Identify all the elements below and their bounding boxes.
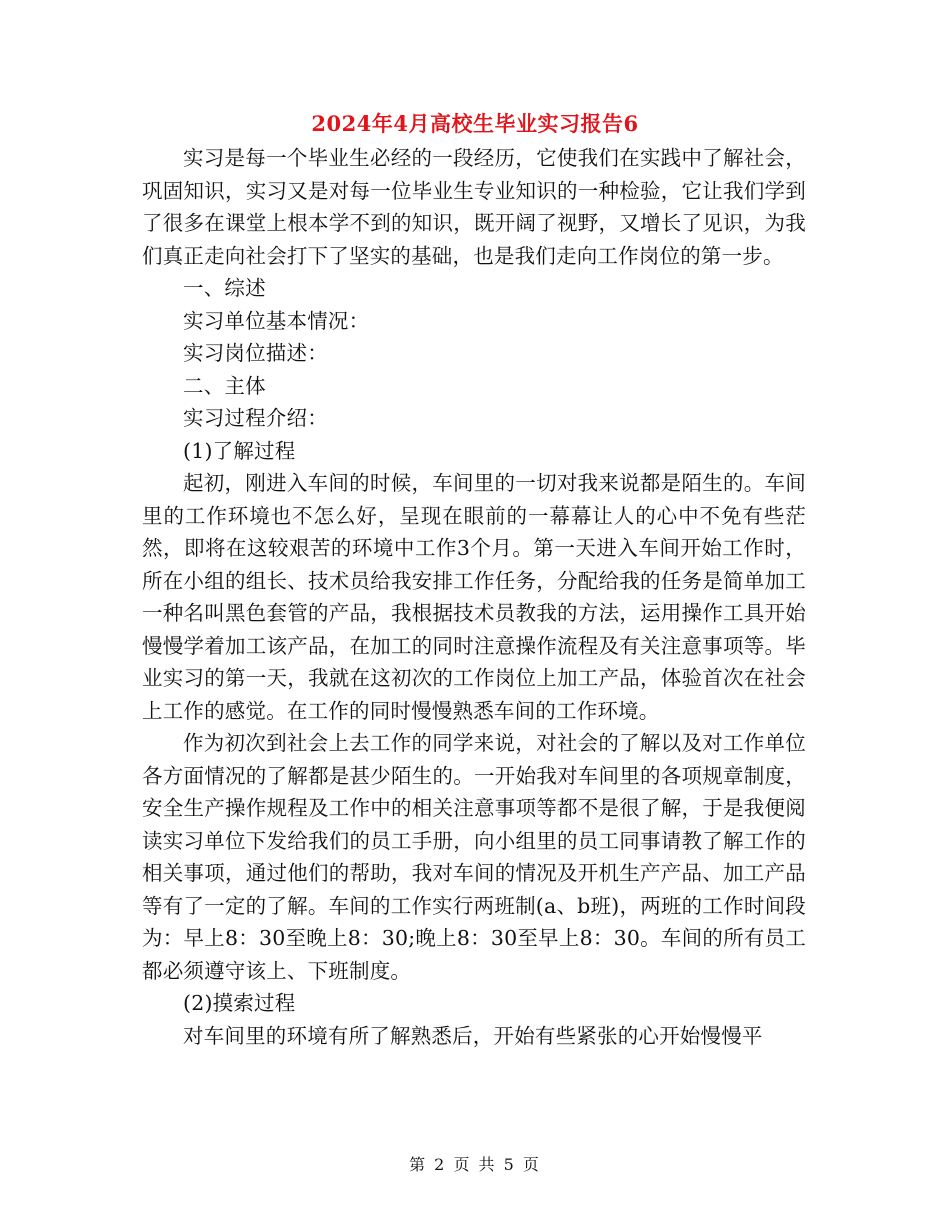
label-unit-info: 实习单位基本情况： (183, 308, 370, 333)
label-process-intro: 实习过程介绍： (183, 406, 328, 430)
subheading-exploring: (2)摸索过程 (183, 991, 296, 1015)
page-title: 2024年4月高校生毕业实习报告6 (311, 111, 639, 136)
paragraph-intro: 实习是每一个毕业生必经的一段经历，它使我们在实践中了解社会，巩固知识，实习又是对每一位毕业生专业知识的一种检验，它让我们学到了很多在课堂上根本学不到的知识，既开阔了视野，又增长了见识，为我们真正走向社会打下了坚实的基础，也是我们走向工作岗位的第一步。 (142, 146, 806, 268)
label-position-desc: 实习岗位描述： (183, 341, 328, 365)
paragraph-society: 作为初次到社会上去工作的同学来说，对社会的了解以及对工作单位各方面情况的了解都是甚少陌生的。一开始我对车间里的各项规章制度，安全生产操作规程及工作中的相关注意事项等都不是很了解，于是我便阅读实习单位下发给我们的员工手册，向小组里的员工同事请教了解工作的相关事项，通过他们的帮助，我对车间的情况及开机生产产品、加工产品等有了一定的了解。车间的工作实行两班制(a、b班)，两班的工作时间段为：早上8：30至晚上8：30;晚上8：30至早上8：30。车间的所有员工都必须遵守该上、下班制度。 (142, 731, 806, 983)
paragraph-understanding: 起初，刚进入车间的时候，车间里的一切对我来说都是陌生的。车间里的工作环境也不怎么好，呈现在眼前的一幕幕让人的心中不免有些茫然，即将在这较艰苦的环境中工作3个月。第一天进入车间开始工作时，所在小组的组长、技术员给我安排工作任务，分配给我的任务是简单加工一种名叫黑色套管的产品，我根据技术员教我的方法，运用操作工具开始慢慢学着加工该产品，在加工的同时注意操作流程及有关注意事项等。毕业实习的第一天，我就在这初次的工作岗位上加工产品，体验首次在社会上工作的感觉。在工作的同时慢慢熟悉车间的工作环境。 (142, 471, 806, 723)
heading-overview: 一、综述 (183, 276, 266, 300)
paragraph-exploring: 对车间里的环境有所了解熟悉后，开始有些紧张的心开始慢慢平 (183, 1023, 763, 1048)
subheading-understanding: (1)了解过程 (183, 438, 296, 463)
page-footer: 第 2 页 共 5 页 (409, 1155, 541, 1174)
document-body (142, 142, 806, 1052)
heading-main: 二、主体 (183, 373, 266, 398)
